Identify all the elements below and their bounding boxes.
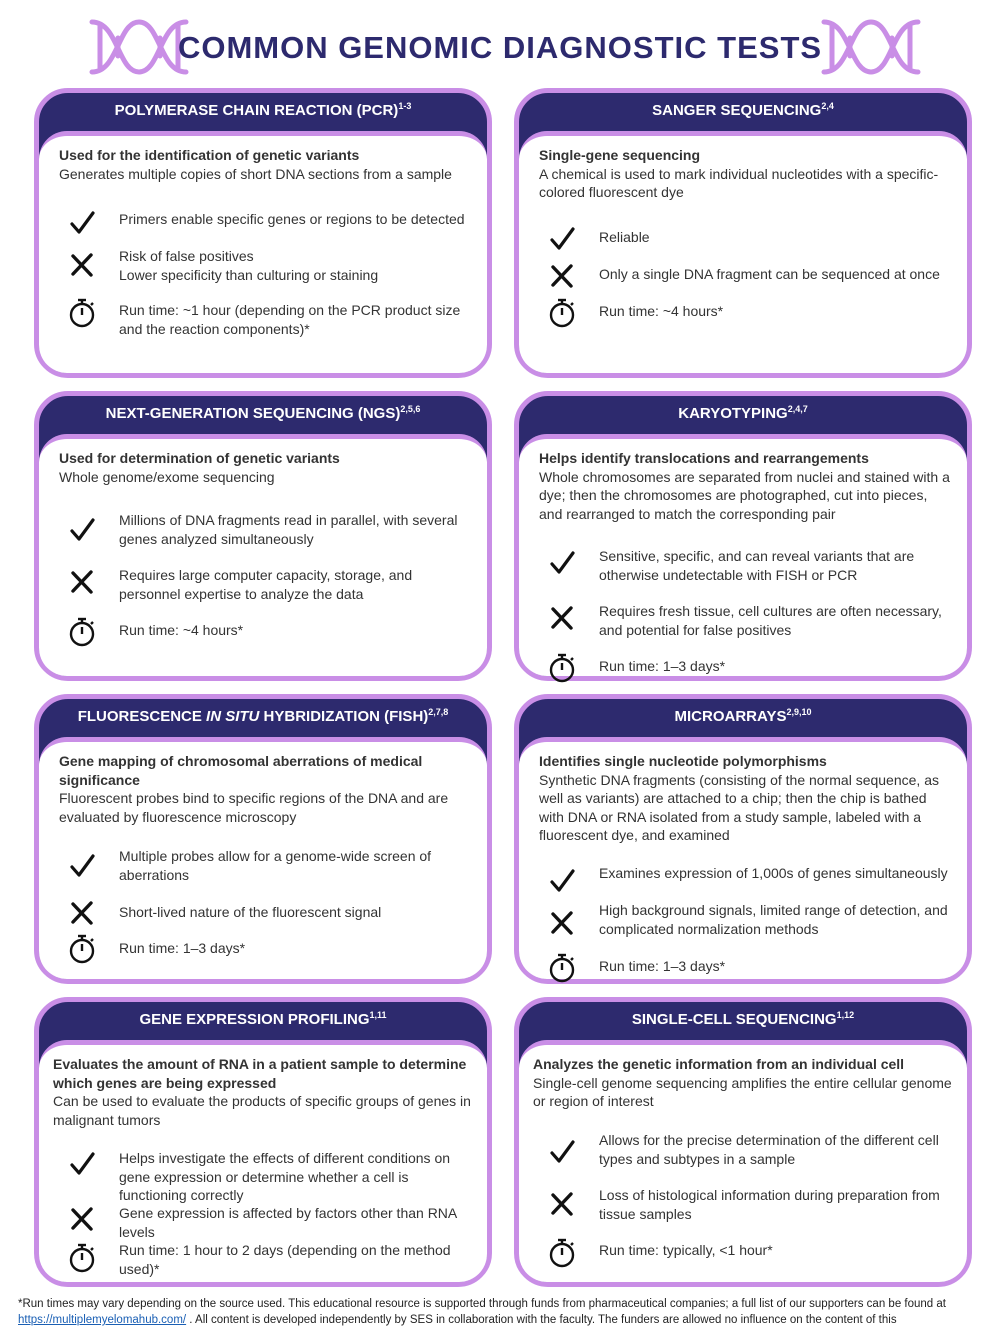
- cross-icon: [67, 898, 97, 928]
- card-microarrays: [514, 694, 972, 984]
- stopwatch-icon: [67, 617, 97, 647]
- checkmark-icon: [547, 1137, 577, 1167]
- pro-text: Helps investigate the effects of different conditions on gene expression or determine whether a cell is functioning correctly: [119, 1150, 451, 1203]
- card-pcr: [34, 88, 492, 378]
- pro-text: Multiple probes allow for a genome-wide screen of aberrations: [119, 848, 432, 883]
- stopwatch-icon: [547, 653, 577, 683]
- runtime-value: ~4 hours*: [182, 622, 244, 638]
- runtime-value: 1–3 days*: [662, 958, 726, 974]
- cross-icon: [547, 1189, 577, 1219]
- card-karyotyping: [514, 391, 972, 681]
- cross-icon: [547, 908, 577, 938]
- runtime-label: Run time:: [119, 302, 179, 318]
- runtime-value: 1 hour to 2 days (depending on the method used)*: [119, 1242, 451, 1277]
- pro-text: Sensitive, specific, and can reveal variants that are otherwise undetectable with FISH or PCR: [599, 548, 915, 583]
- card-body: [39, 737, 487, 979]
- card-heading: Analyzes the genetic information from an individual cell: [533, 1056, 905, 1072]
- runtime-label: Run time:: [119, 622, 179, 638]
- runtime-label: Run time:: [119, 940, 179, 956]
- card-single-cell-sequencing: [514, 997, 972, 1287]
- con-text: Gene expression is affected by factors other than RNA levels: [119, 1205, 457, 1240]
- checkmark-icon: [67, 208, 97, 238]
- cross-icon: [67, 1204, 97, 1234]
- card-body: [519, 131, 967, 373]
- card-title: SINGLE-CELL SEQUENCING$^{1,12}$: [631, 1010, 855, 1028]
- checkmark-icon: [67, 515, 97, 545]
- card-title: GENE EXPRESSION PROFILING$^{1,11}$: [139, 1010, 387, 1028]
- card-title: NEXT-GENERATION SEQUENCING (NGS)$^{2,5,6}$: [105, 404, 421, 422]
- runtime-label: Run time:: [599, 303, 659, 319]
- runtime-value: ~1 hour (depending on the PCR product size and the reaction components)*: [119, 302, 461, 337]
- checkmark-icon: [67, 851, 97, 881]
- dna-helix-icon: [820, 18, 922, 76]
- card-sanger-sequencing: [514, 88, 972, 378]
- page-title: COMMON GENOMIC DIAGNOSTIC TESTS: [177, 30, 823, 65]
- page-header: [0, 0, 1000, 86]
- card-heading: Single-gene sequencing: [539, 147, 701, 163]
- con-text: Requires fresh tissue, cell cultures are often necessary, and potential for false positives: [599, 603, 942, 638]
- card-body: [39, 1040, 487, 1282]
- pro-text: Allows for the precise determination of the different cell types and subtypes in a sample: [599, 1132, 939, 1167]
- con-text: Only a single DNA fragment can be sequenced at once: [599, 266, 940, 282]
- card-body: [519, 737, 967, 979]
- stopwatch-icon: [547, 953, 577, 983]
- runtime-value: 1–3 days*: [662, 658, 726, 674]
- card-description: A chemical is used to mark individual nucleotides with a specific-colored fluorescent dye: [539, 165, 939, 200]
- supporters-link[interactable]: https://multiplemyelomahub.com/: [18, 1314, 187, 1326]
- card-ngs: [34, 391, 492, 681]
- card-body: [39, 434, 487, 676]
- runtime-value: ~4 hours*: [662, 303, 724, 319]
- checkmark-icon: [547, 224, 577, 254]
- card-fish: [34, 694, 492, 984]
- card-heading: Identifies single nucleotide polymorphisms: [539, 753, 827, 769]
- con-text: Loss of histological information during preparation from tissue samples: [599, 1187, 940, 1222]
- stopwatch-icon: [67, 298, 97, 328]
- card-description: Whole chromosomes are separated from nuclei and stained with a dye; then the chromosomes are photographed, cut into pieces, and rearranged to match the corresponding pair: [539, 468, 950, 522]
- card-heading: Evaluates the amount of RNA in a patient sample to determine which genes are being expressed: [53, 1056, 467, 1091]
- pro-text: Reliable: [599, 229, 650, 245]
- card-heading: Gene mapping of chromosomal aberrations of medical significance: [59, 753, 423, 788]
- stopwatch-icon: [547, 298, 577, 328]
- con-text: Requires large computer capacity, storage, and personnel expertise to analyze the data: [119, 567, 413, 602]
- footer-disclaimer: *Run times may vary depending on the source used. This educational resource is supported through funds from pharmaceutical companies; a full list of our supporters can be found at https://multiplemyelomahub.com/ . All content is developed independently by SES in collaboration with the faculty. The funders are allowed no influence on the content of this: [18, 1298, 946, 1326]
- card-title: MICROARRAYS$^{2,9,10}$: [674, 707, 812, 725]
- runtime-value: typically, <1 hour*: [662, 1242, 773, 1258]
- cross-icon: [547, 261, 577, 291]
- cross-icon: [547, 603, 577, 633]
- con-text: High background signals, limited range of detection, and complicated normalization methods: [599, 902, 948, 937]
- cross-icon: [67, 567, 97, 597]
- pro-text: Millions of DNA fragments read in parallel, with several genes analyzed simultaneously: [119, 512, 458, 547]
- stopwatch-icon: [547, 1238, 577, 1268]
- card-description: Synthetic DNA fragments (consisting of the normal sequence, as well as variants) are attached to a chip; then the chip is bathed with DNA or RNA isolated from a study sample, labeled with a fluorescent dye, and examined: [539, 771, 939, 843]
- stopwatch-icon: [67, 1243, 97, 1273]
- card-title: POLYMERASE CHAIN REACTION (PCR)$^{1-3}$: [114, 101, 412, 119]
- card-description: Generates multiple copies of short DNA sections from a sample: [59, 165, 452, 182]
- runtime-label: Run time:: [599, 958, 659, 974]
- card-description: Can be used to evaluate the products of specific groups of genes in malignant tumors: [53, 1093, 471, 1128]
- con-text: Risk of false positives Lower specificity than culturing or staining: [119, 248, 379, 283]
- checkmark-icon: [67, 1149, 97, 1179]
- card-description: Fluorescent probes bind to specific regions of the DNA and are evaluated by fluorescence microscopy: [59, 790, 449, 825]
- card-gene-expression-profiling: [34, 997, 492, 1287]
- card-title: FLUORESCENCE IN SITU HYBRIDIZATION (FISH)$^{2,7,8}$: [77, 707, 449, 725]
- pro-text: Examines expression of 1,000s of genes simultaneously: [599, 865, 948, 881]
- runtime-label: Run time:: [119, 1242, 179, 1258]
- card-heading: Used for determination of genetic variants: [59, 450, 340, 466]
- card-heading: Helps identify translocations and rearrangements: [539, 450, 869, 466]
- card-body: [39, 131, 487, 373]
- card-body: [519, 1040, 967, 1282]
- card-title: KARYOTYPING$^{2,4,7}$: [678, 404, 808, 422]
- card-title: SANGER SEQUENCING$^{2,4}$: [652, 101, 834, 119]
- runtime-value: 1–3 days*: [182, 940, 246, 956]
- stopwatch-icon: [67, 934, 97, 964]
- runtime-label: Run time:: [599, 658, 659, 674]
- con-text: Short-lived nature of the fluorescent signal: [119, 904, 382, 920]
- card-heading: Used for the identification of genetic variants: [59, 147, 360, 163]
- pro-text: Primers enable specific genes or regions to be detected: [119, 211, 465, 227]
- checkmark-icon: [547, 866, 577, 896]
- runtime-label: Run time:: [599, 1242, 659, 1258]
- checkmark-icon: [547, 548, 577, 578]
- card-body: [519, 434, 967, 676]
- cross-icon: [67, 250, 97, 280]
- card-description: Whole genome/exome sequencing: [59, 468, 275, 485]
- card-description: Single-cell genome sequencing amplifies the entire cellular genome or region of interest: [533, 1074, 952, 1109]
